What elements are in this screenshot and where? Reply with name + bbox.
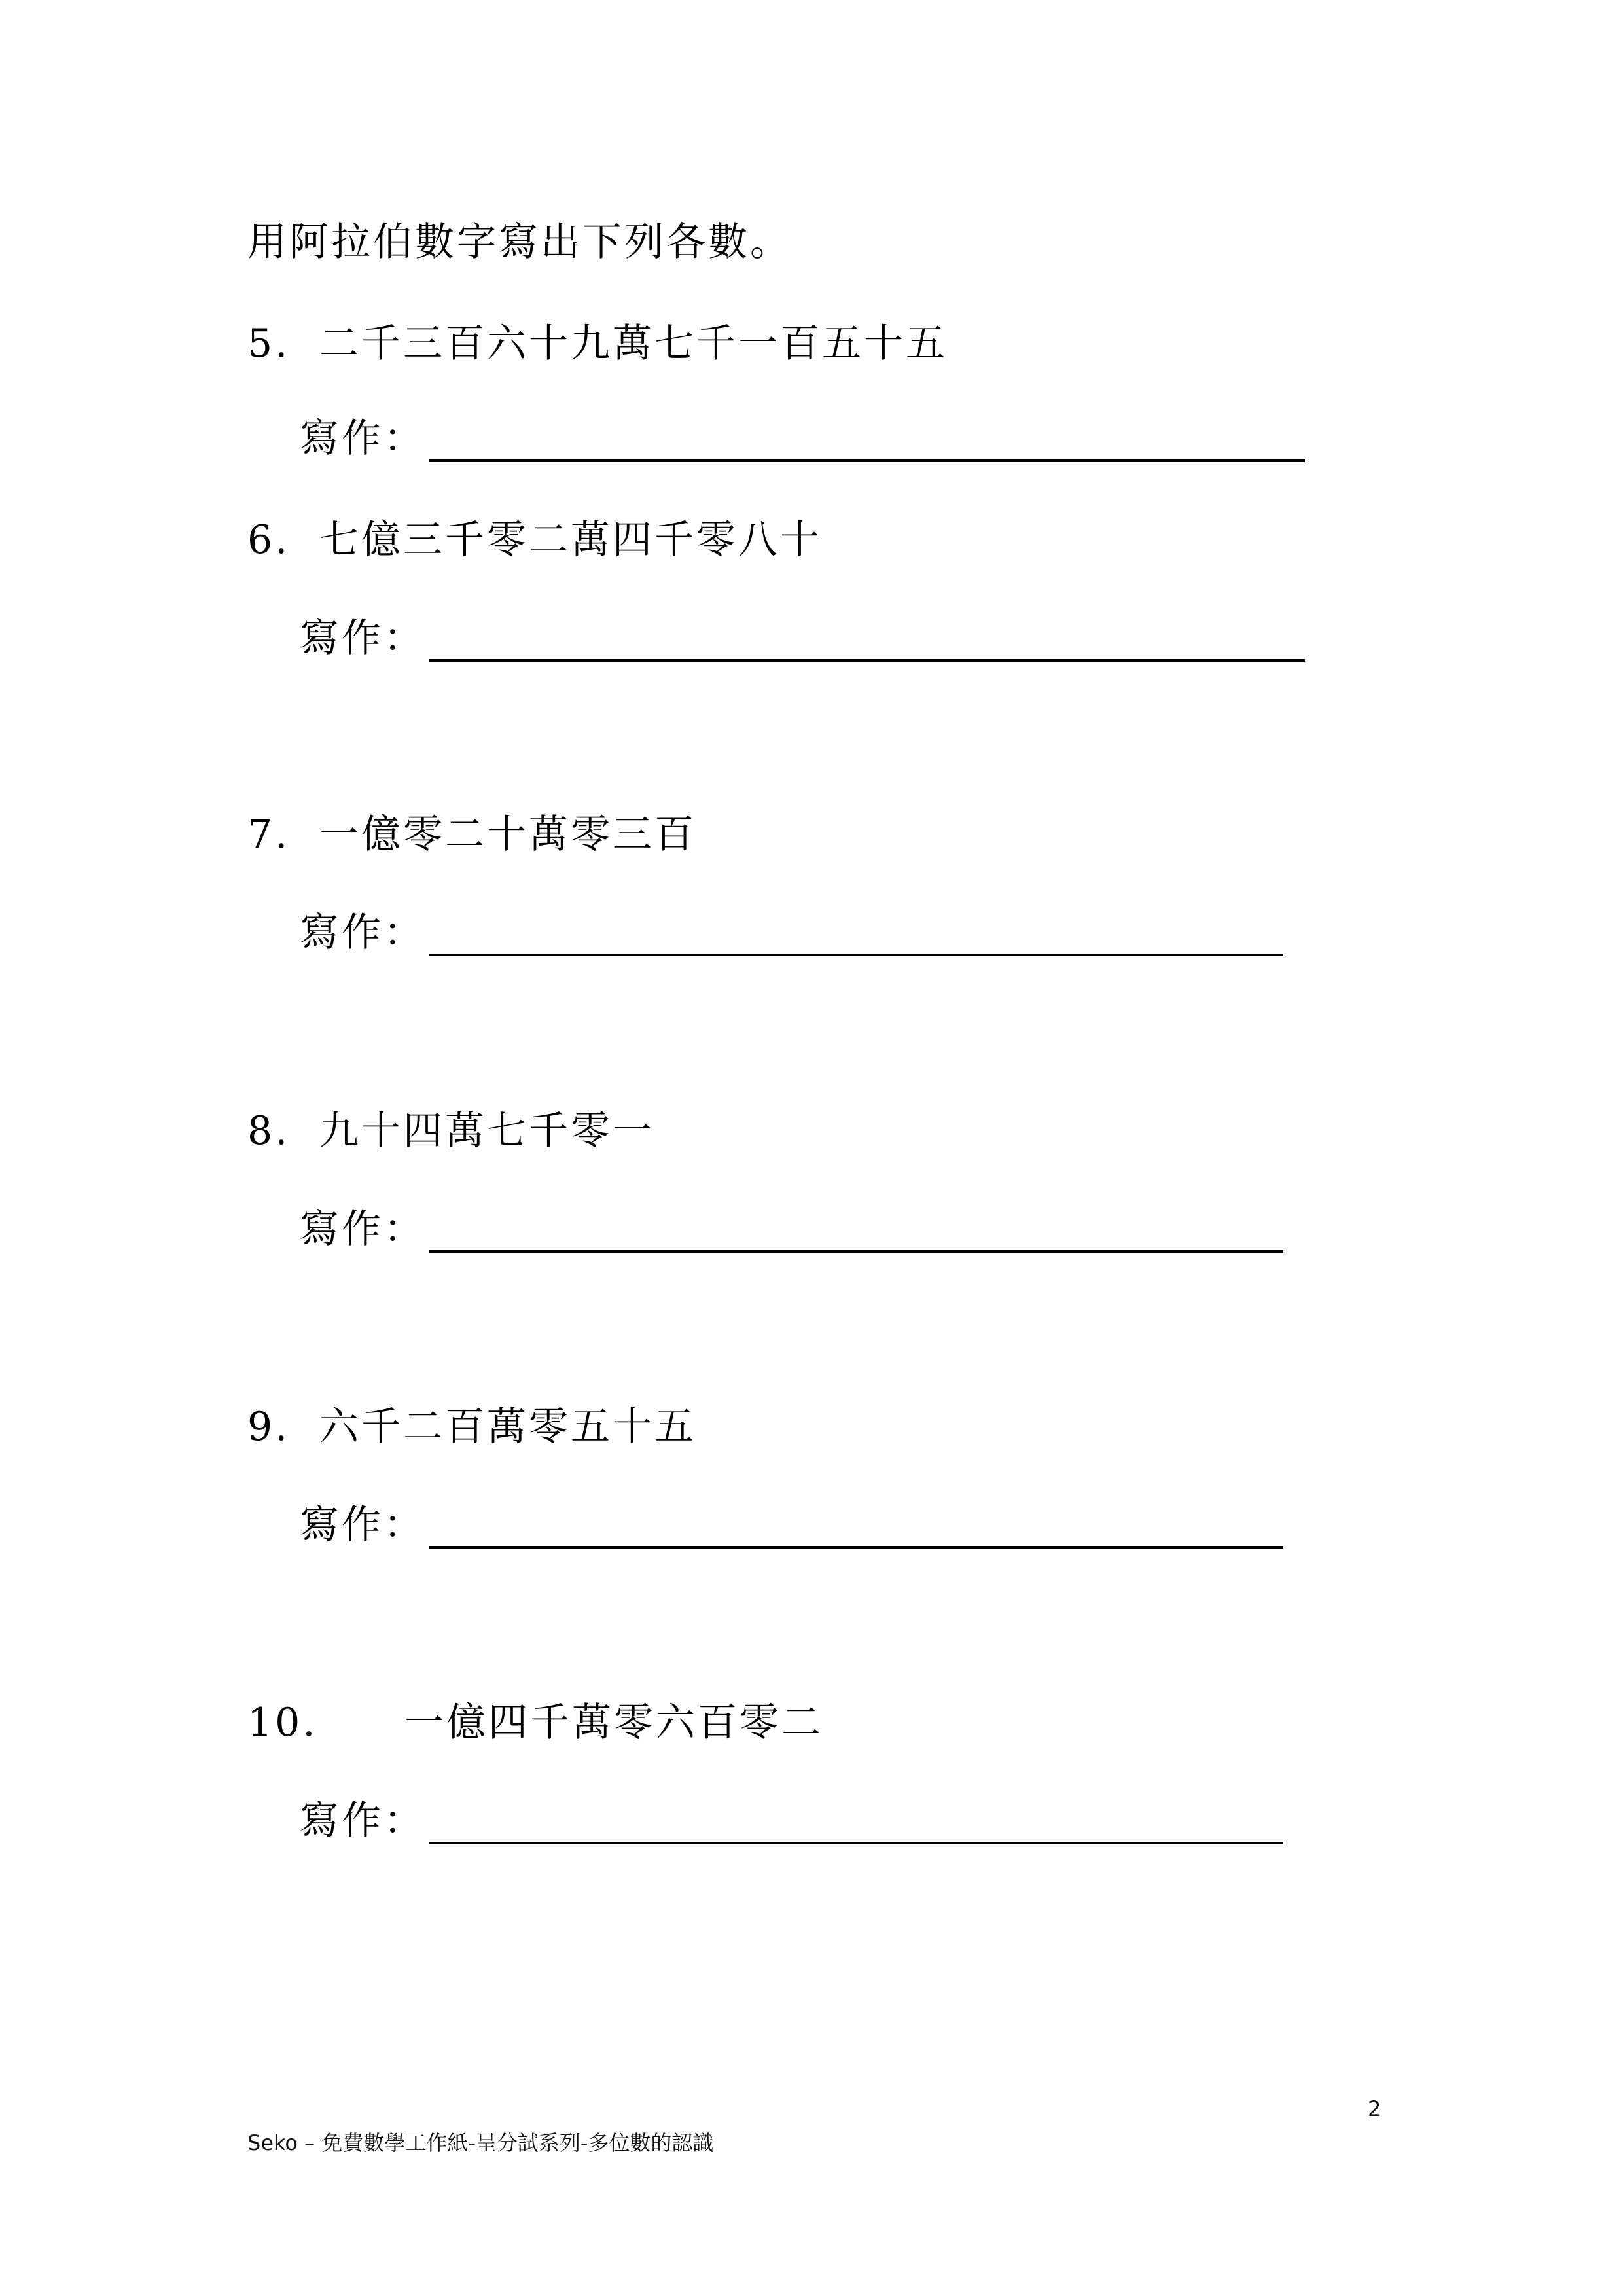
- question-number: 10.: [247, 1700, 318, 1746]
- instruction-text: 用阿拉伯數字寫出下列各數。: [247, 219, 792, 265]
- question-text: 一億零二十萬零三百: [319, 812, 696, 857]
- question-number: 6.: [247, 517, 291, 563]
- question-number: 7.: [247, 812, 291, 857]
- question-number: 8.: [247, 1108, 291, 1154]
- answer-label: 寫作：: [300, 1502, 425, 1548]
- answer-line-6[interactable]: [429, 659, 1305, 662]
- question-9: [247, 1401, 696, 1453]
- question-8: [247, 1105, 654, 1157]
- question-6: [247, 514, 822, 566]
- question-text: 七億三千零二萬四千零八十: [319, 517, 822, 563]
- page-number: 2: [1368, 2096, 1382, 2121]
- footer-text: Seko – 免費數學工作紙-呈分試系列-多位數的認識: [247, 2130, 714, 2155]
- question-number: 5.: [247, 321, 291, 367]
- answer-label: 寫作：: [300, 1206, 425, 1252]
- question-text: 二千三百六十九萬七千一百五十五: [319, 321, 948, 367]
- question-text: 九十四萬七千零一: [319, 1108, 654, 1154]
- question-5: [247, 317, 948, 370]
- answer-label: 寫作：: [300, 1798, 425, 1844]
- answer-line-8[interactable]: [429, 1250, 1283, 1253]
- answer-label: 寫作：: [300, 615, 425, 661]
- question-number: 9.: [247, 1404, 291, 1450]
- question-10: [247, 1696, 823, 1749]
- question-text: 六千二百萬零五十五: [319, 1404, 696, 1450]
- answer-line-7[interactable]: [429, 954, 1283, 956]
- question-7: [247, 808, 696, 861]
- answer-label: 寫作：: [300, 910, 425, 956]
- answer-line-10[interactable]: [429, 1842, 1283, 1844]
- question-text: 一億四千萬零六百零二: [404, 1700, 823, 1746]
- answer-line-5[interactable]: [429, 459, 1305, 462]
- answer-line-9[interactable]: [429, 1546, 1283, 1549]
- answer-label: 寫作：: [300, 416, 425, 461]
